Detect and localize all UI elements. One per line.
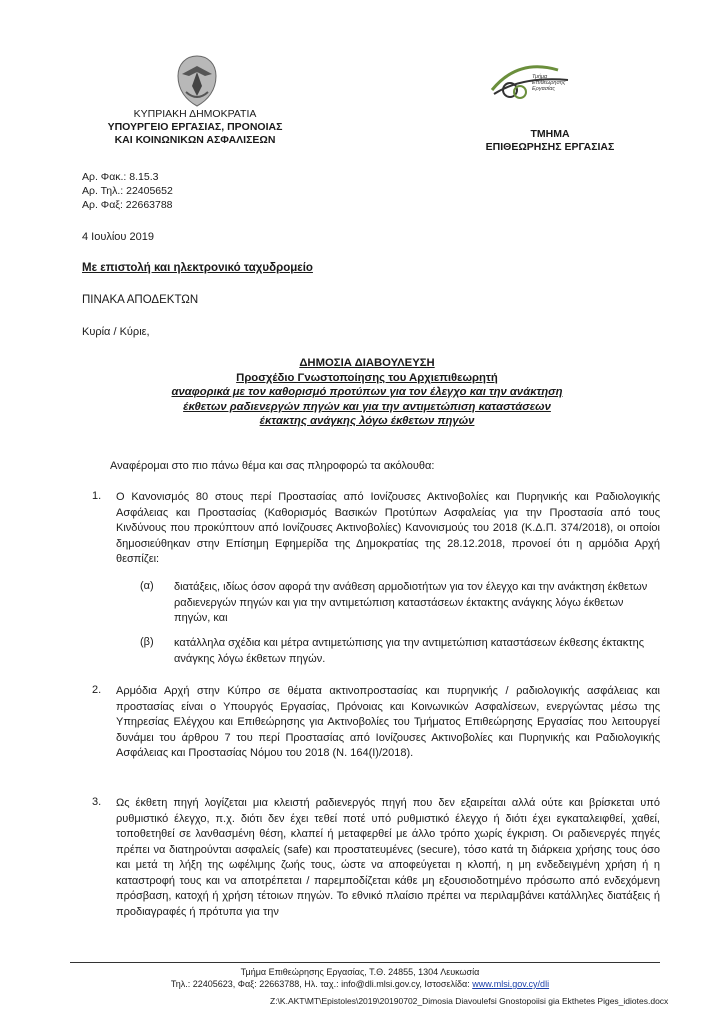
phone-number: Αρ. Τηλ.: 22405652: [82, 185, 173, 197]
paragraph-number: 2.: [92, 684, 102, 696]
title-line: έκθετων ραδιενεργών πηγών και για την αντιμετώπιση καταστάσεων: [183, 400, 551, 413]
paragraph-2: Αρμόδια Αρχή στην Κύπρο σε θέματα ακτινοπροστασίας και πυρηνικής / ραδιολογικής ασφάλειας και προστασίας είναι ο Υπουργός Εργασίας, Πρόνοιας και Κοινωνικών Ασφαλίσεων, ενεργώντας μέσω της Υπηρεσίας Ελέγχου και Επιθεώρησης για Ακτινοβολίες του Τμήματος Επιθεώρησης Εργασίας που λειτουργεί δυνάμει του άρθρου 7 του περί Προστασίας από Ιονίζουσες Ακτινοβολίες και Πυρηνικής και Ραδιολογικής Ασφάλειας και Προστασίας Νόμου του 2018 (Ν. 164(Ι)/2018).: [116, 685, 660, 759]
file-path: Z:\K.AKT\MT\Epistoles\2019\20190702_Dimosia Diavoulefsi Gnostopoiisi gia Ekthetes Piges_idiotes.docx: [270, 996, 669, 1006]
title-line: έκτακτης ανάγκης λόγω έκθετων πηγών: [259, 415, 475, 427]
ministry-name-line2: ΚΑΙ ΚΟΙΝΩΝΙΚΩΝ ΑΣΦΑΛΙΣΕΩΝ: [114, 134, 276, 146]
fax-number: Αρ. Φαξ: 22663788: [82, 199, 173, 211]
department-name-line2: ΕΠΙΘΕΩΡΗΣΗΣ ΕΡΓΑΣΙΑΣ: [485, 141, 615, 153]
salutation: Κυρία / Κύριε,: [82, 326, 150, 338]
footer-divider: [70, 962, 660, 963]
subitem-label: (β): [140, 636, 154, 648]
subitem-a: διατάξεις, ιδίως όσον αφορά την ανάθεση αρμοδιοτήτων για τον έλεγχο και την ανάκτηση έκθετων ραδιενεργών πηγών και για την αντιμετώπιση καταστάσεων έκτακτης ανάγκης λόγω έκθετων πηγών, και: [174, 581, 648, 624]
file-number: Αρ. Φακ.: 8.15.3: [82, 171, 159, 183]
paragraph-3: Ως έκθετη πηγή λογίζεται μια κλειστή ραδιενεργός πηγή που δεν εξαιρείται αλλά ούτε και βρίσκεται υπό ρυθμιστικό έλεγχο, π.χ. διότι δεν έχει τεθεί ποτέ υπό ρυθμιστικό έλεγχο ή διότι έχει εγκαταλειφθεί, χαθεί, τοποθετηθεί σε λανθασμένη θέση, κλαπεί ή μεταφερθεί με άλλο τρόπο χωρίς έγκριση. Οι ραδιενεργές πηγές πρέπει να διατηρούνται ασφαλείς (safe) και προστατευμένες (secure), τόσο κατά τη διάρκεια χρήσης τους όσο και μετά τη λήξη της ωφέλιμης ζωής τους, ώστε να αποφεύγεται η κλοπή, η μη ενδεδειγμένη χρήση ή η καταστροφή τους και να αποτρέπεται / παρεμποδίζεται κάθε μη εξουσιοδοτημένο πρόσωπο από ενδεχόμενη πρόσβαση, κατοχή ή χρήση τέτοιων πηγών. Το εθνικό πλαίσιο πρέπει να περιλαμβάνει κατάλληλες διατάξεις ή προδιαγραφές ή πρότυπα για την: [116, 797, 660, 918]
title-line: ΔΗΜΟΣΙΑ ΔΙΑΒΟΥΛΕΥΣΗ: [299, 357, 435, 369]
footer-contact-details: Τηλ.: 22405623, Φαξ: 22663788, Ηλ. ταχ.: info@dli.mlsi.gov.cy, Ιστοσελίδα:: [170, 979, 473, 989]
department-logo-icon: [488, 56, 578, 108]
footer-contacts: [60, 978, 660, 990]
subject-title: [82, 356, 652, 429]
reference-numbers: [82, 170, 173, 212]
paragraph-number: 1.: [92, 490, 102, 502]
intro-text: Αναφέρομαι στο πιο πάνω θέμα και σας πληροφορώ τα ακόλουθα:: [110, 460, 435, 472]
title-line: Προσχέδιο Γνωστοποίησης του Αρχιεπιθεωρητή: [236, 371, 498, 384]
paragraph-number: 3.: [92, 796, 102, 808]
country-name: ΚΥΠΡΙΑΚΗ ΔΗΜΟΚΡΑΤΙΑ: [133, 108, 257, 120]
department-header: [470, 128, 630, 154]
paragraph-1: Ο Κανονισμός 80 στους περί Προστασίας από Ιονίζουσες Ακτινοβολίες και Πυρηνικής και Ραδιολογικής Ασφάλειας και Προστασίας (Καθορισμός Βασικών Προτύπων Ασφαλείας για την Προστασία από τους Κινδύνους που προκύπτουν από Ιονίζουσες Ακτινοβολίες) Κανονισμούς του 2018 (Κ.Δ.Π. 374/2018), οι οποίοι δημοσιεύθηκαν στην Επίσημη Εφημερίδα της Δημοκρατίας της 28.12.2018, προνοεί ότι η αρμόδια Αρχή θεσπίζει:: [116, 491, 660, 565]
logo-text: Τμήμα Επιθεώρησης Εργασίας: [532, 74, 566, 92]
ministry-header: [75, 108, 315, 147]
title-line: αναφορικά με τον καθορισμό προτύπων για τον έλεγχο και την ανάκτηση: [171, 386, 563, 398]
department-name-line1: ΤΜΗΜΑ: [530, 128, 570, 140]
ministry-name-line1: ΥΠΟΥΡΓΕΙΟ ΕΡΓΑΣΙΑΣ, ΠΡΟΝΟΙΑΣ: [107, 121, 283, 133]
letter-date: 4 Ιουλίου 2019: [82, 231, 154, 243]
subitem-label: (α): [140, 580, 154, 592]
footer-address: Τμήμα Επιθεώρησης Εργασίας, Τ.Θ. 24855, 1304 Λευκωσία: [240, 967, 480, 977]
subitem-b: κατάλληλα σχέδια και μέτρα αντιμετώπισης για την αντιμετώπιση καταστάσεων έκθεσης έκτακτης ανάγκης λόγω έκθετων πηγών.: [174, 637, 644, 665]
coat-of-arms-icon: [172, 52, 222, 108]
recipients-list: ΠΙΝΑΚΑ ΑΠΟΔΕΚΤΩΝ: [82, 294, 199, 306]
footer-contact: [60, 966, 660, 990]
delivery-method: Με επιστολή και ηλεκτρονικό ταχυδρομείο: [82, 262, 313, 274]
website-link[interactable]: www.mlsi.gov.cy/dli: [472, 979, 550, 989]
